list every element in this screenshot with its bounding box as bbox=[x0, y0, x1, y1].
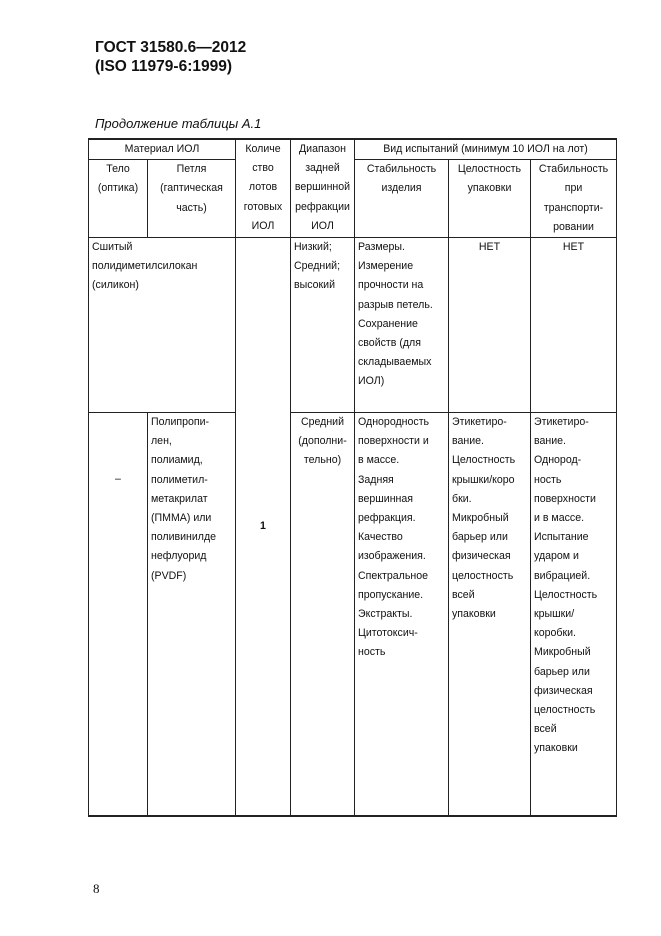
header-product-stability: Стабильность изделия bbox=[355, 160, 449, 238]
row2-integrity: Этикетиро- вание. Целостность крышки/коро бки. Микробный барьер или физическая целостность всей упаковки bbox=[449, 413, 531, 817]
row1-stability: Размеры. Измерение прочности на разрыв петель. Сохранение свойств (для складываемых ИОЛ) bbox=[355, 238, 449, 413]
row2-loop: Полипропи- лен, полиамид, полиметил- метакрилат (ПММА) или поливинилде нефлуорид (PVDF) bbox=[148, 413, 236, 817]
row1-range: Низкий; Средний; высокий bbox=[291, 238, 355, 413]
standard-number: ГОСТ 31580.6—2012 bbox=[95, 39, 247, 56]
row2-body: – bbox=[89, 413, 148, 817]
lot-count-value: 1 bbox=[236, 238, 291, 817]
row2-stability: Однородность поверхности и в массе. Задняя вершинная рефракция. Качество изображения. Спектральное пропускание. Экстракты. Цитотоксич- ность bbox=[355, 413, 449, 817]
row2-transport: Этикетиро- вание. Однород- ность поверхности и в массе. Испытание ударом и вибрацией. Целостность крышки/ коробки. Микробный барьер или физическая целостность всей упаковки bbox=[531, 413, 617, 817]
header-package-integrity: Целостность упаковки bbox=[449, 160, 531, 238]
header-lot-count: Количе ство лотов готовых ИОЛ bbox=[236, 139, 291, 238]
header-material: Материал ИОЛ bbox=[89, 139, 236, 160]
header-loop: Петля (гаптическая часть) bbox=[148, 160, 236, 238]
header-refraction-range: Диапазон задней вершинной рефракции ИОЛ bbox=[291, 139, 355, 238]
document-header bbox=[95, 38, 246, 76]
iso-reference: (ISO 11979-6:1999) bbox=[95, 58, 233, 75]
header-test-types: Вид испытаний (минимум 10 ИОЛ на лот) bbox=[355, 139, 617, 160]
row1-integrity: НЕТ bbox=[449, 238, 531, 413]
page-number: 8 bbox=[93, 881, 100, 896]
table-caption: Продолжение таблицы А.1 bbox=[95, 116, 262, 131]
row2-range: Средний (дополни- тельно) bbox=[291, 413, 355, 817]
table-row bbox=[89, 413, 617, 817]
test-table bbox=[88, 138, 617, 817]
header-body: Тело (оптика) bbox=[89, 160, 148, 238]
row1-transport: НЕТ bbox=[531, 238, 617, 413]
header-transport-stability: Стабильность при транспорти- ровании bbox=[531, 160, 617, 238]
row1-material: Сшитый полидиметилсилокан (силикон) bbox=[89, 238, 236, 413]
table-row bbox=[89, 238, 617, 413]
